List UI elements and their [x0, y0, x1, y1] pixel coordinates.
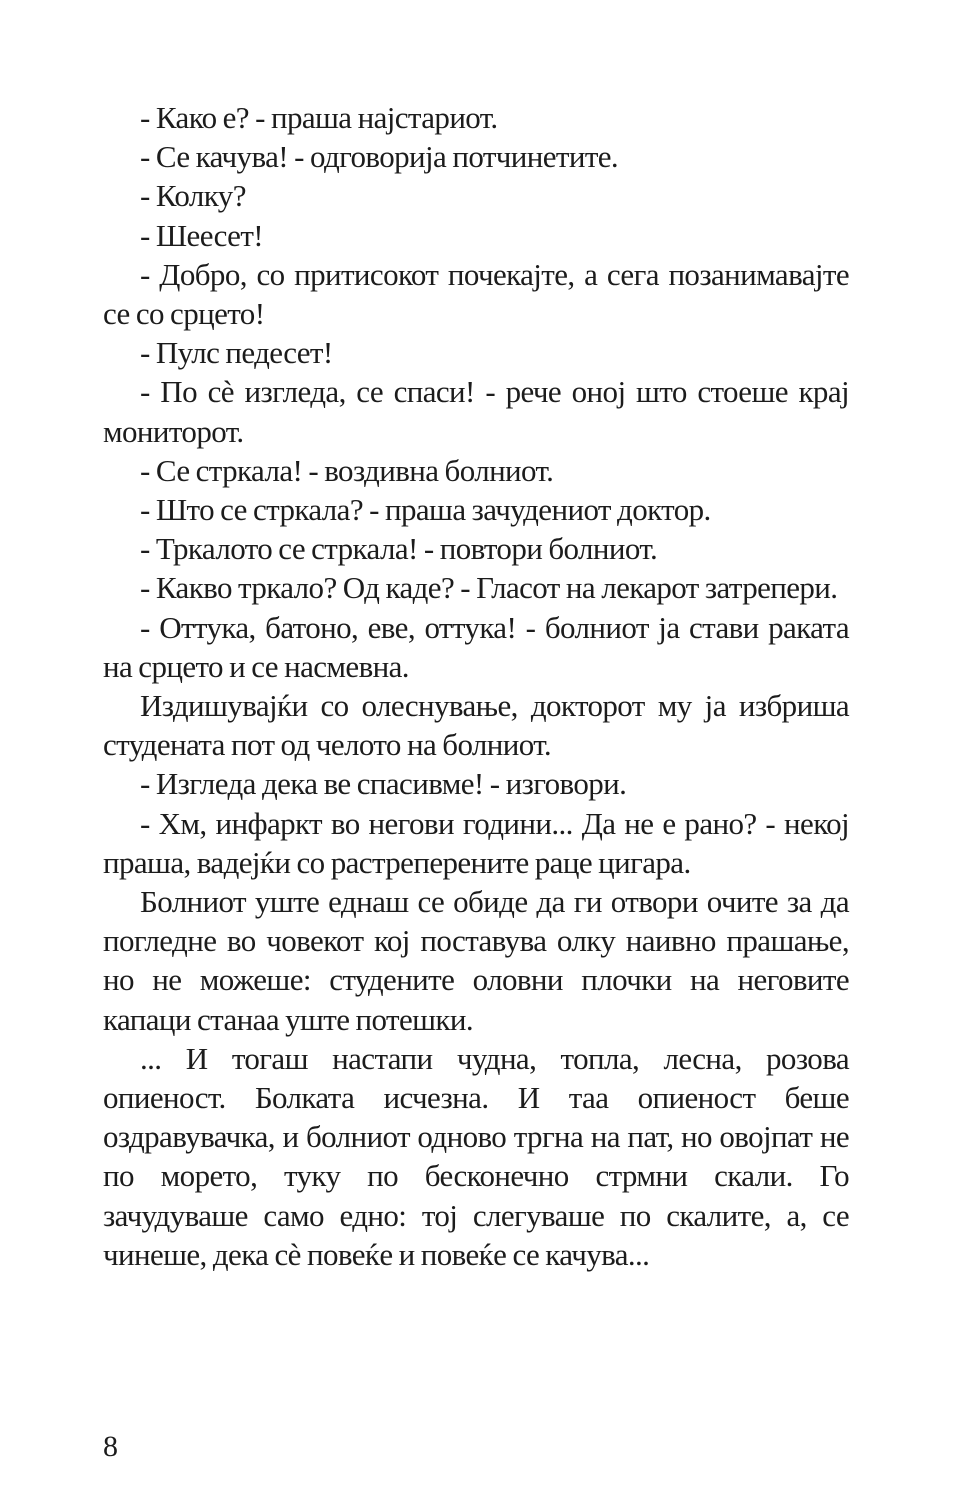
paragraph: - Колку? — [140, 178, 246, 214]
paragraph: Болниот уште еднаш се обиде да ги отвори очите за да погледне во човекот кој поставува олку наивно прашање, но не можеше: студените оловни плочки на неговите капаци станаа уште потешки. — [103, 884, 849, 1037]
paragraph: - Хм, инфаркт во негови години... Да не е рано? - некој праша, вадејќи со растреперените раце цигара. — [103, 805, 849, 880]
paragraph: Издишувајќи со олеснување, докторот му ја избриша студената пот од челото на болниот. — [103, 688, 849, 763]
paragraph: - Оттука, батоно, еве, оттука! - болниот ја стави раката на срцето и се насмевна. — [103, 609, 849, 684]
paragraph: - Како е? - праша најстариот. — [140, 100, 498, 135]
paragraph: ... И тогаш настапи чудна, топла, лесна, розова опиеност. Болката исчезна. И таа опиеност беше оздравувачка, и болниот одново тргна на пат, но овојпат не по морето, туку по бесконечно стрмни скали. Го зачудуваше само едно: тој слегуваше по скалите, а, се чинеше, дека сè повеќе и повеќе се качува... — [103, 1040, 849, 1272]
paragraph: - Се стркала! - воздивна болниот. — [140, 452, 554, 488]
page-number: 8 — [103, 1430, 118, 1463]
paragraph: - Какво тркало? Од каде? - Гласот на лекарот затрепери. — [140, 570, 838, 606]
paragraph: - Што се стркала? - праша зачудениот доктор. — [140, 492, 711, 528]
paragraph: - Изгледа дека ве спасивме! - изговори. — [140, 766, 627, 802]
paragraph: - Тркалото се стркала! - повтори болниот. — [140, 531, 658, 567]
paragraph: - Се качува! - одговорија потчинетите. — [140, 139, 619, 175]
page-body — [103, 98, 849, 1274]
paragraph: - По сè изгледа, се спаси! - рече оној што стоеше крај мониторот. — [103, 374, 849, 449]
paragraph: - Шеесет! — [140, 217, 264, 253]
paragraph: - Добро, со притисокот почекајте, а сега позанимавајте се со срцето! — [103, 256, 849, 332]
paragraph: - Пулс педесет! — [140, 335, 333, 371]
